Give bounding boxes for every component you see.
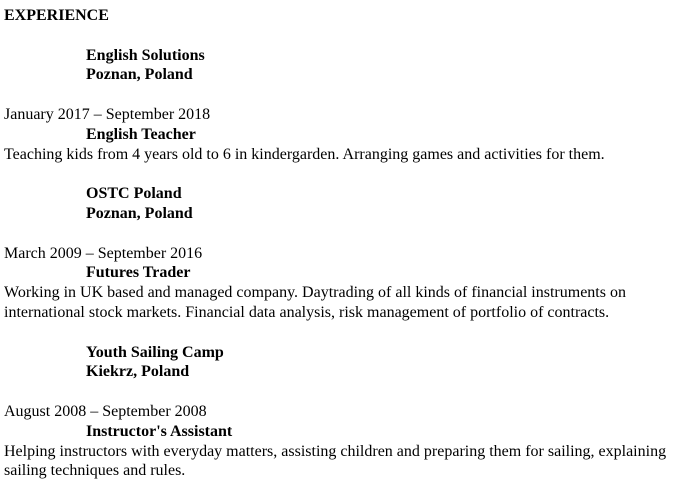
job-location: Poznan, Poland [86, 66, 193, 84]
spacer [4, 85, 680, 105]
job-role: English Teacher [86, 125, 196, 143]
job-company: English Solutions [86, 46, 205, 64]
spacer [4, 224, 680, 244]
spacer [4, 382, 680, 402]
job-company: OSTC Poland [86, 185, 182, 203]
job-role: Futures Trader [86, 264, 191, 282]
job-entry [4, 184, 680, 323]
job-entry [4, 343, 680, 481]
job-description: Teaching kids from 4 years old to 6 in kindergarden. Arranging games and activities for them. [4, 145, 605, 163]
job-location: Poznan, Poland [86, 204, 193, 222]
job-dates: March 2009 – September 2016 [4, 244, 203, 262]
job-entry [4, 46, 680, 165]
job-description: Working in UK based and managed company. Daytrading of all kinds of financial instruments on international stock markets. Financial data analysis, risk management of portfolio of contracts. [4, 284, 626, 321]
job-dates: August 2008 – September 2008 [4, 402, 207, 420]
job-dates: January 2017 – September 2018 [4, 105, 211, 123]
job-company: Youth Sailing Camp [86, 343, 224, 361]
job-description: Helping instructors with everyday matters, assisting children and preparing them for sailing, explaining sailing techniques and rules. [4, 442, 667, 480]
job-role: Instructor's Assistant [86, 422, 233, 440]
section-title: EXPERIENCE [4, 7, 109, 24]
job-location: Kiekrz, Poland [86, 363, 190, 381]
